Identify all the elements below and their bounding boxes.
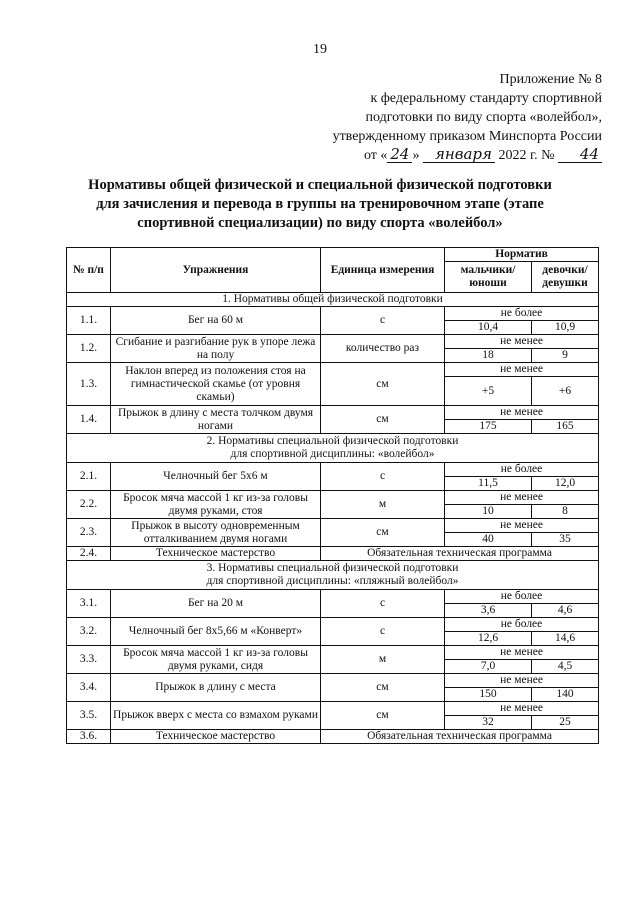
row-boys: 10,4	[445, 321, 532, 335]
row-exercise: Бег на 60 м	[111, 307, 321, 335]
row-condition: не более	[445, 463, 599, 477]
row-unit: с	[321, 590, 445, 618]
row-unit: см	[321, 363, 445, 406]
handwritten-order-number: 44	[558, 147, 602, 163]
appendix-line: утвержденному приказом Минспорта России	[332, 129, 602, 144]
row-num: 2.3.	[67, 519, 111, 547]
row-boys: 18	[445, 349, 532, 363]
row-exercise: Наклон вперед из положения стоя на гимнастической скамье (от уровня скамьи)	[111, 363, 321, 406]
appendix-line: к федеральному стандарту спортивной	[370, 91, 602, 106]
row-condition: не более	[445, 307, 599, 321]
appendix-line: Приложение № 8	[499, 72, 602, 87]
row-boys: 175	[445, 420, 532, 434]
section-title: 1. Нормативы общей физической подготовки	[67, 293, 599, 307]
row-merged-value: Обязательная техническая программа	[321, 547, 599, 561]
header-unit: Единица измерения	[321, 248, 445, 293]
row-exercise: Техническое мастерство	[111, 730, 321, 744]
row-num: 2.4.	[67, 547, 111, 561]
row-girls: 9	[532, 349, 599, 363]
document-title	[60, 176, 580, 233]
handwritten-day: 24	[387, 147, 412, 163]
row-exercise: Прыжок в длину с места толчком двумя ногами	[111, 406, 321, 434]
norms-table	[66, 247, 599, 744]
row-condition: не менее	[445, 702, 599, 716]
row-merged-value: Обязательная техническая программа	[321, 730, 599, 744]
row-boys: 12,6	[445, 632, 532, 646]
row-unit: с	[321, 307, 445, 335]
appendix-date-line	[300, 146, 602, 165]
row-num: 1.3.	[67, 363, 111, 406]
table-row	[67, 618, 599, 632]
row-num: 1.1.	[67, 307, 111, 335]
section-row	[67, 434, 599, 463]
row-boys: 11,5	[445, 477, 532, 491]
row-girls: 14,6	[532, 632, 599, 646]
header-boys: мальчики/ юноши	[445, 262, 532, 293]
table-row	[67, 519, 599, 533]
row-num: 3.2.	[67, 618, 111, 646]
row-condition: не менее	[445, 406, 599, 420]
row-num: 2.2.	[67, 491, 111, 519]
table-row	[67, 307, 599, 321]
row-num: 3.4.	[67, 674, 111, 702]
row-condition: не менее	[445, 646, 599, 660]
row-exercise: Сгибание и разгибание рук в упоре лежа на полу	[111, 335, 321, 363]
row-unit: с	[321, 463, 445, 491]
row-boys: 150	[445, 688, 532, 702]
section-title-line: 2. Нормативы специальной физической подготовки	[206, 435, 459, 447]
table-row	[67, 674, 599, 688]
header-row	[67, 248, 599, 262]
row-girls: 140	[532, 688, 599, 702]
table-row	[67, 491, 599, 505]
row-unit: см	[321, 702, 445, 730]
row-girls: 4,6	[532, 604, 599, 618]
row-boys: 3,6	[445, 604, 532, 618]
title-line: для зачисления и перевода в группы на тренировочном этапе (этапе	[96, 196, 544, 212]
row-unit: с	[321, 618, 445, 646]
handwritten-month: января	[423, 147, 495, 163]
row-condition: не менее	[445, 363, 599, 377]
section-title-line: 3. Нормативы специальной физической подготовки	[206, 562, 459, 574]
header-num: № п/п	[67, 248, 111, 293]
row-girls: 4,5	[532, 660, 599, 674]
row-girls: 12,0	[532, 477, 599, 491]
row-boys: 40	[445, 533, 532, 547]
table-row	[67, 590, 599, 604]
row-girls: +6	[532, 377, 599, 406]
row-condition: не менее	[445, 519, 599, 533]
row-exercise: Челночный бег 8х5,66 м «Конверт»	[111, 618, 321, 646]
row-num: 1.4.	[67, 406, 111, 434]
row-condition: не менее	[445, 674, 599, 688]
title-line: спортивной специализации) по виду спорта «волейбол»	[137, 215, 503, 231]
row-boys: 10	[445, 505, 532, 519]
table-row	[67, 547, 599, 561]
row-condition: не более	[445, 590, 599, 604]
row-boys: 7,0	[445, 660, 532, 674]
table-row	[67, 363, 599, 377]
row-condition: не более	[445, 618, 599, 632]
row-condition: не менее	[445, 491, 599, 505]
table-row	[67, 463, 599, 477]
row-girls: 35	[532, 533, 599, 547]
row-unit: количество раз	[321, 335, 445, 363]
row-girls: 165	[532, 420, 599, 434]
row-exercise: Прыжок в длину с места	[111, 674, 321, 702]
row-unit: см	[321, 674, 445, 702]
row-condition: не менее	[445, 335, 599, 349]
row-girls: 25	[532, 716, 599, 730]
row-exercise: Бег на 20 м	[111, 590, 321, 618]
appendix-header	[300, 70, 602, 165]
header-norm: Норматив	[445, 248, 599, 262]
row-unit: см	[321, 406, 445, 434]
row-exercise: Бросок мяча массой 1 кг из-за головы двумя руками, сидя	[111, 646, 321, 674]
row-exercise: Прыжок вверх с места со взмахом руками	[111, 702, 321, 730]
row-unit: см	[321, 519, 445, 547]
row-boys: 32	[445, 716, 532, 730]
table-row	[67, 702, 599, 716]
row-exercise: Челночный бег 5х6 м	[111, 463, 321, 491]
date-prefix: от «	[363, 148, 388, 163]
row-boys: +5	[445, 377, 532, 406]
row-unit: м	[321, 491, 445, 519]
section-title	[67, 561, 599, 590]
section-row	[67, 561, 599, 590]
table-row	[67, 406, 599, 420]
header-girls: девочки/ девушки	[532, 262, 599, 293]
date-mid: »	[412, 148, 420, 163]
table-row	[67, 730, 599, 744]
row-num: 1.2.	[67, 335, 111, 363]
row-unit: м	[321, 646, 445, 674]
row-girls: 8	[532, 505, 599, 519]
date-suffix: 2022 г. №	[498, 148, 555, 163]
title-line: Нормативы общей физической и специальной физической подготовки	[88, 177, 552, 193]
section-row	[67, 293, 599, 307]
table-row	[67, 646, 599, 660]
page-number: 19	[313, 42, 327, 57]
row-num: 3.3.	[67, 646, 111, 674]
table-row	[67, 335, 599, 349]
row-exercise: Прыжок в высоту одновременным отталкиванием двумя ногами	[111, 519, 321, 547]
row-girls: 10,9	[532, 321, 599, 335]
row-num: 3.5.	[67, 702, 111, 730]
row-exercise: Техническое мастерство	[111, 547, 321, 561]
row-num: 2.1.	[67, 463, 111, 491]
section-title	[67, 434, 599, 463]
row-num: 3.6.	[67, 730, 111, 744]
header-exercise: Упражнения	[111, 248, 321, 293]
section-title-line: для спортивной дисциплины: «волейбол»	[230, 448, 435, 460]
row-exercise: Бросок мяча массой 1 кг из-за головы двумя руками, стоя	[111, 491, 321, 519]
row-num: 3.1.	[67, 590, 111, 618]
section-title-line: для спортивной дисциплины: «пляжный волейбол»	[206, 575, 459, 587]
appendix-line: подготовки по виду спорта «волейбол»,	[365, 110, 602, 125]
